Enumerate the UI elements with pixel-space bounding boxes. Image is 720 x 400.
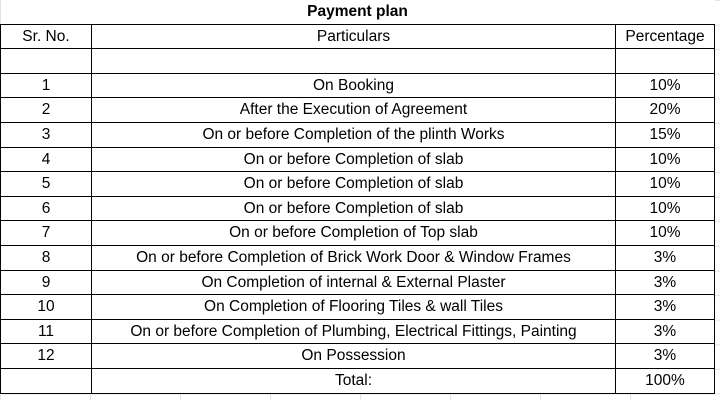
particulars-cell[interactable]: On or before Completion of slab: [92, 147, 616, 172]
table-row: [1, 344, 715, 369]
percentage-cell[interactable]: 20%: [616, 98, 715, 123]
total-sr-cell[interactable]: [1, 368, 92, 393]
percentage-cell[interactable]: 3%: [616, 344, 715, 369]
table-row: [1, 245, 715, 270]
table-row: [1, 73, 715, 98]
percentage-cell[interactable]: 10%: [616, 147, 715, 172]
particulars-cell[interactable]: On Completion of Flooring Tiles & wall Tiles: [92, 295, 616, 320]
percentage-cell[interactable]: 3%: [616, 245, 715, 270]
table-row: [1, 295, 715, 320]
particulars-cell[interactable]: On Booking: [92, 73, 616, 98]
sr-no-cell[interactable]: 2: [1, 98, 92, 123]
sr-no-cell[interactable]: 6: [1, 196, 92, 221]
table-title[interactable]: Payment plan: [1, 0, 715, 24]
sr-no-cell[interactable]: 9: [1, 270, 92, 295]
percentage-cell[interactable]: 3%: [616, 295, 715, 320]
particulars-cell[interactable]: On Completion of internal & External Plaster: [92, 270, 616, 295]
percentage-cell[interactable]: 10%: [616, 196, 715, 221]
total-label[interactable]: Total:: [92, 368, 616, 393]
table-row: [1, 147, 715, 172]
percentage-cell[interactable]: 10%: [616, 221, 715, 246]
particulars-cell[interactable]: After the Execution of Agreement: [92, 98, 616, 123]
header-row: [1, 24, 715, 49]
blank-cell[interactable]: [92, 49, 616, 74]
table-row: [1, 122, 715, 147]
particulars-cell[interactable]: On or before Completion of Brick Work Door & Window Frames: [92, 245, 616, 270]
table-row: [1, 196, 715, 221]
particulars-cell[interactable]: On Possession: [92, 344, 616, 369]
header-particulars[interactable]: Particulars: [92, 24, 616, 49]
table-row: [1, 172, 715, 197]
sr-no-cell[interactable]: 11: [1, 319, 92, 344]
percentage-cell[interactable]: 3%: [616, 319, 715, 344]
percentage-cell[interactable]: 10%: [616, 73, 715, 98]
particulars-cell[interactable]: On or before Completion of slab: [92, 196, 616, 221]
particulars-cell[interactable]: On or before Completion of slab: [92, 172, 616, 197]
header-percentage[interactable]: Percentage: [616, 24, 715, 49]
particulars-cell[interactable]: On or before Completion of the plinth Works: [92, 122, 616, 147]
percentage-cell[interactable]: 3%: [616, 270, 715, 295]
sr-no-cell[interactable]: 3: [1, 122, 92, 147]
table-row: [1, 98, 715, 123]
sr-no-cell[interactable]: 4: [1, 147, 92, 172]
blank-row: [1, 49, 715, 74]
total-percentage[interactable]: 100%: [616, 368, 715, 393]
sr-no-cell[interactable]: 1: [1, 73, 92, 98]
total-row: [1, 368, 715, 393]
percentage-cell[interactable]: 15%: [616, 122, 715, 147]
table-row: [1, 319, 715, 344]
sr-no-cell[interactable]: 7: [1, 221, 92, 246]
title-row: [1, 0, 715, 24]
sr-no-cell[interactable]: 5: [1, 172, 92, 197]
percentage-cell[interactable]: 10%: [616, 172, 715, 197]
table-row: [1, 221, 715, 246]
header-sr-no[interactable]: Sr. No.: [1, 24, 92, 49]
sr-no-cell[interactable]: 10: [1, 295, 92, 320]
blank-cell[interactable]: [1, 49, 92, 74]
sr-no-cell[interactable]: 12: [1, 344, 92, 369]
particulars-cell[interactable]: On or before Completion of Top slab: [92, 221, 616, 246]
table-row: [1, 270, 715, 295]
sr-no-cell[interactable]: 8: [1, 245, 92, 270]
particulars-cell[interactable]: On or before Completion of Plumbing, Electrical Fittings, Painting: [92, 319, 616, 344]
blank-cell[interactable]: [616, 49, 715, 74]
